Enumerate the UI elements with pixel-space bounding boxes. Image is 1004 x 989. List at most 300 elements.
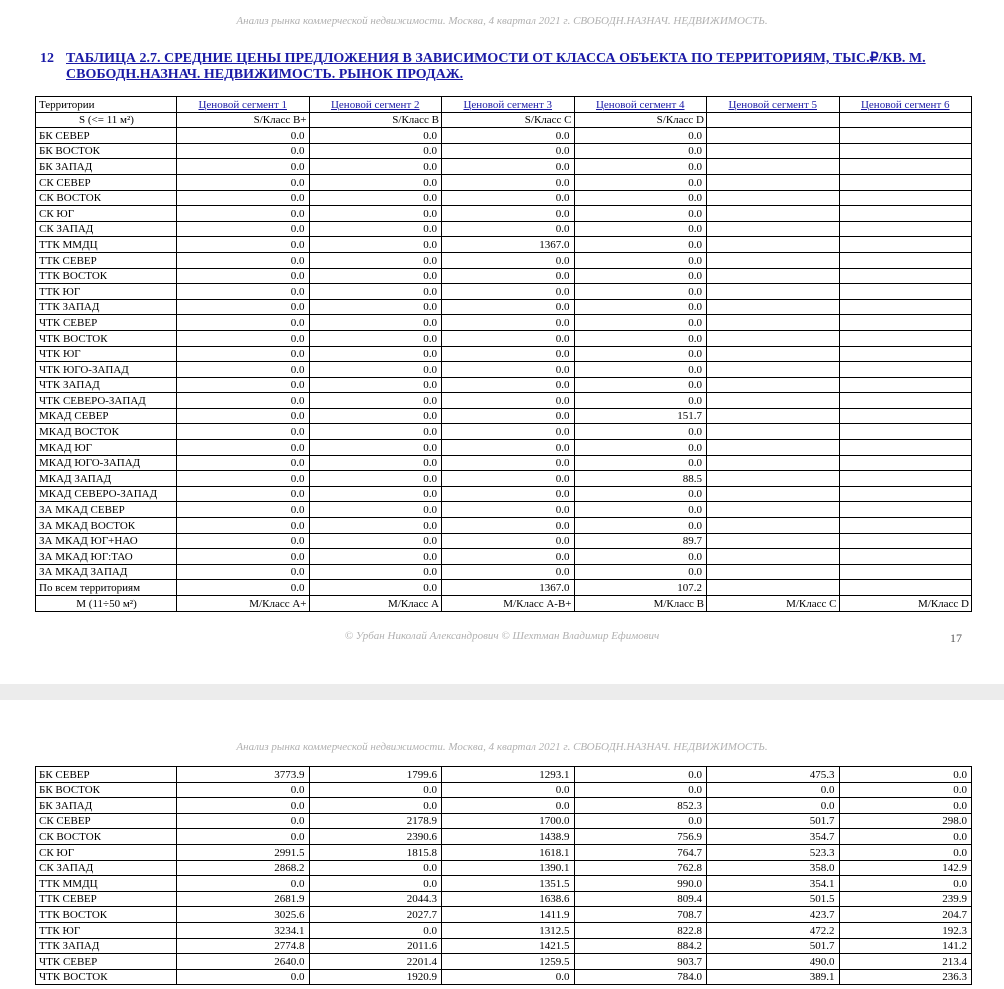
price-table-continued bbox=[35, 766, 972, 985]
segment-link[interactable]: Ценовой сегмент 1 bbox=[177, 97, 310, 113]
value-cell: 0.0 bbox=[309, 782, 442, 798]
table-row bbox=[36, 299, 972, 315]
value-cell: 0.0 bbox=[839, 844, 972, 860]
value-cell: 0.0 bbox=[177, 798, 310, 814]
empty-cell bbox=[707, 315, 840, 331]
territory-label: МКАД ЗАПАД bbox=[36, 471, 177, 487]
table-row bbox=[36, 330, 972, 346]
territory-label: БК СЕВЕР bbox=[36, 767, 177, 783]
table-row bbox=[36, 876, 972, 892]
value-cell: 0.0 bbox=[309, 798, 442, 814]
territory-label: СК ЮГ bbox=[36, 844, 177, 860]
value-cell: 472.2 bbox=[707, 922, 840, 938]
value-cell: 3773.9 bbox=[177, 767, 310, 783]
copyright-footer: © Урбан Николай Александрович © Шехтман Владимир Ефимович bbox=[344, 630, 660, 642]
value-cell: 2027.7 bbox=[309, 907, 442, 923]
value-cell: 0.0 bbox=[574, 315, 707, 331]
territory-label: ЗА МКАД СЕВЕР bbox=[36, 502, 177, 518]
table-title: ТАБЛИЦА 2.7. СРЕДНИЕ ЦЕНЫ ПРЕДЛОЖЕНИЯ В ЗАВИСИМОСТИ ОТ КЛАССА ОБЪЕКТА ПО ТЕРРИТОРИЯМ, ТЫС.₽/КВ. М. СВОБОДН.НАЗНАЧ. НЕДВИЖИМОСТЬ. РЫНОК ПРОДАЖ. bbox=[66, 51, 926, 82]
empty-cell bbox=[707, 143, 840, 159]
territory-label: БК СЕВЕР bbox=[36, 128, 177, 144]
territory-label: ТТК ЗАПАД bbox=[36, 938, 177, 954]
table-row bbox=[36, 284, 972, 300]
value-cell: 475.3 bbox=[707, 767, 840, 783]
territory-label: СК СЕВЕР bbox=[36, 813, 177, 829]
value-cell: 423.7 bbox=[707, 907, 840, 923]
value-cell: 107.2 bbox=[574, 580, 707, 596]
empty-cell bbox=[707, 284, 840, 300]
table-row bbox=[36, 844, 972, 860]
value-cell: 0.0 bbox=[574, 206, 707, 222]
value-cell: 1411.9 bbox=[442, 907, 575, 923]
value-cell: 151.7 bbox=[574, 408, 707, 424]
value-cell: 852.3 bbox=[574, 798, 707, 814]
territory-label: СК ВОСТОК bbox=[36, 829, 177, 845]
value-cell: 0.0 bbox=[574, 424, 707, 440]
value-cell: 0.0 bbox=[442, 346, 575, 362]
value-cell: 2868.2 bbox=[177, 860, 310, 876]
value-cell: 501.7 bbox=[707, 813, 840, 829]
territory-label: ЧТК СЕВЕР bbox=[36, 954, 177, 970]
empty-cell bbox=[707, 299, 840, 315]
value-cell: 501.7 bbox=[707, 938, 840, 954]
table-row bbox=[36, 813, 972, 829]
value-cell: 1700.0 bbox=[442, 813, 575, 829]
value-cell: 0.0 bbox=[177, 471, 310, 487]
territory-label: ЧТК СЕВЕРО-ЗАПАД bbox=[36, 393, 177, 409]
value-cell: 0.0 bbox=[309, 408, 442, 424]
value-cell: 0.0 bbox=[177, 315, 310, 331]
value-cell: 213.4 bbox=[839, 954, 972, 970]
value-cell: 0.0 bbox=[309, 549, 442, 565]
value-cell: 501.5 bbox=[707, 891, 840, 907]
territory-label: СК ЗАПАД bbox=[36, 221, 177, 237]
value-cell: 0.0 bbox=[442, 252, 575, 268]
empty-cell bbox=[707, 393, 840, 409]
value-cell: 0.0 bbox=[309, 486, 442, 502]
value-cell: 0.0 bbox=[442, 128, 575, 144]
table-row bbox=[36, 128, 972, 144]
page-number: 17 bbox=[950, 631, 962, 645]
empty-cell bbox=[839, 237, 972, 253]
table-row bbox=[36, 486, 972, 502]
table-row bbox=[36, 969, 972, 985]
table-row bbox=[36, 767, 972, 783]
territory-label: МКАД ЮГО-ЗАПАД bbox=[36, 455, 177, 471]
segment-link[interactable]: Ценовой сегмент 2 bbox=[309, 97, 442, 113]
territory-label: ЗА МКАД ВОСТОК bbox=[36, 518, 177, 534]
value-cell: 0.0 bbox=[442, 190, 575, 206]
value-cell: 2201.4 bbox=[309, 954, 442, 970]
empty-cell bbox=[839, 206, 972, 222]
value-cell: 0.0 bbox=[177, 268, 310, 284]
empty-cell bbox=[839, 471, 972, 487]
value-cell: 0.0 bbox=[309, 922, 442, 938]
empty-cell bbox=[707, 502, 840, 518]
value-cell: 1351.5 bbox=[442, 876, 575, 892]
value-cell: 0.0 bbox=[707, 798, 840, 814]
class-header: M/Класс A+ bbox=[177, 596, 310, 612]
value-cell: 0.0 bbox=[177, 564, 310, 580]
value-cell: 0.0 bbox=[574, 549, 707, 565]
value-cell: 0.0 bbox=[574, 564, 707, 580]
territory-label: МКАД СЕВЕР bbox=[36, 408, 177, 424]
value-cell: 0.0 bbox=[574, 782, 707, 798]
value-cell: 0.0 bbox=[442, 221, 575, 237]
empty-cell bbox=[707, 237, 840, 253]
value-cell: 0.0 bbox=[574, 252, 707, 268]
empty-cell bbox=[707, 377, 840, 393]
empty-cell bbox=[707, 564, 840, 580]
territory-label: ТТК ЮГ bbox=[36, 284, 177, 300]
value-cell: 0.0 bbox=[309, 174, 442, 190]
value-cell: 1920.9 bbox=[309, 969, 442, 985]
value-cell: 0.0 bbox=[309, 440, 442, 456]
value-cell: 141.2 bbox=[839, 938, 972, 954]
territory-label: МКАД ЮГ bbox=[36, 440, 177, 456]
value-cell: 89.7 bbox=[574, 533, 707, 549]
value-cell: 0.0 bbox=[309, 346, 442, 362]
segment-link[interactable]: Ценовой сегмент 4 bbox=[574, 97, 707, 113]
value-cell: 0.0 bbox=[309, 518, 442, 534]
empty-cell bbox=[707, 408, 840, 424]
class-header: M/Класс C bbox=[707, 596, 840, 612]
value-cell: 0.0 bbox=[309, 143, 442, 159]
value-cell: 0.0 bbox=[442, 284, 575, 300]
value-cell: 0.0 bbox=[707, 782, 840, 798]
value-cell: 0.0 bbox=[442, 315, 575, 331]
value-cell: 0.0 bbox=[442, 440, 575, 456]
empty-cell bbox=[707, 440, 840, 456]
value-cell: 0.0 bbox=[177, 813, 310, 829]
table-row bbox=[36, 518, 972, 534]
value-cell: 0.0 bbox=[177, 190, 310, 206]
empty-cell bbox=[839, 174, 972, 190]
value-cell: 0.0 bbox=[574, 143, 707, 159]
territory-label: БК ЗАПАД bbox=[36, 798, 177, 814]
value-cell: 0.0 bbox=[442, 268, 575, 284]
value-cell: 0.0 bbox=[574, 190, 707, 206]
empty-cell bbox=[707, 330, 840, 346]
segment-link[interactable]: Ценовой сегмент 3 bbox=[442, 97, 575, 113]
territory-label: ЗА МКАД ЗАПАД bbox=[36, 564, 177, 580]
value-cell: 756.9 bbox=[574, 829, 707, 845]
value-cell: 0.0 bbox=[309, 268, 442, 284]
value-cell: 0.0 bbox=[309, 580, 442, 596]
value-cell: 0.0 bbox=[574, 128, 707, 144]
value-cell: 0.0 bbox=[442, 782, 575, 798]
table-row bbox=[36, 237, 972, 253]
value-cell: 0.0 bbox=[574, 346, 707, 362]
value-cell: 0.0 bbox=[442, 143, 575, 159]
empty-cell bbox=[707, 346, 840, 362]
value-cell: 0.0 bbox=[177, 455, 310, 471]
value-cell: 0.0 bbox=[574, 221, 707, 237]
value-cell: 0.0 bbox=[177, 330, 310, 346]
value-cell: 2011.6 bbox=[309, 938, 442, 954]
value-cell: 903.7 bbox=[574, 954, 707, 970]
document-page-2 bbox=[0, 700, 1004, 989]
value-cell: 0.0 bbox=[442, 330, 575, 346]
value-cell: 1312.5 bbox=[442, 922, 575, 938]
table-row bbox=[36, 174, 972, 190]
table-row bbox=[36, 471, 972, 487]
empty-cell bbox=[707, 252, 840, 268]
empty-cell bbox=[839, 533, 972, 549]
territory-label: ТТК ММДЦ bbox=[36, 876, 177, 892]
empty-cell bbox=[839, 440, 972, 456]
value-cell: 0.0 bbox=[574, 455, 707, 471]
territory-label: ТТК ЗАПАД bbox=[36, 299, 177, 315]
value-cell: 0.0 bbox=[309, 206, 442, 222]
value-cell: 0.0 bbox=[177, 533, 310, 549]
table-row bbox=[36, 782, 972, 798]
value-cell: 0.0 bbox=[839, 767, 972, 783]
value-cell: 0.0 bbox=[177, 440, 310, 456]
value-cell: 0.0 bbox=[574, 486, 707, 502]
value-cell: 809.4 bbox=[574, 891, 707, 907]
value-cell: 0.0 bbox=[177, 969, 310, 985]
value-cell: 1438.9 bbox=[442, 829, 575, 845]
value-cell: 1293.1 bbox=[442, 767, 575, 783]
value-cell: 0.0 bbox=[574, 330, 707, 346]
value-cell: 0.0 bbox=[442, 408, 575, 424]
table-row bbox=[36, 143, 972, 159]
value-cell: 0.0 bbox=[177, 206, 310, 222]
empty-cell bbox=[839, 268, 972, 284]
value-cell: 0.0 bbox=[442, 518, 575, 534]
value-cell: 0.0 bbox=[442, 486, 575, 502]
table-row bbox=[36, 502, 972, 518]
value-cell: 1367.0 bbox=[442, 580, 575, 596]
territory-label: БК ЗАПАД bbox=[36, 159, 177, 175]
value-cell: 0.0 bbox=[574, 377, 707, 393]
value-cell: 0.0 bbox=[309, 252, 442, 268]
value-cell: 2681.9 bbox=[177, 891, 310, 907]
table-row bbox=[36, 346, 972, 362]
value-cell: 0.0 bbox=[442, 174, 575, 190]
empty-cell bbox=[839, 564, 972, 580]
empty-cell bbox=[707, 486, 840, 502]
value-cell: 0.0 bbox=[309, 533, 442, 549]
value-cell: 0.0 bbox=[309, 564, 442, 580]
territory-label: ЧТК ВОСТОК bbox=[36, 330, 177, 346]
value-cell: 0.0 bbox=[442, 549, 575, 565]
empty-cell bbox=[839, 159, 972, 175]
empty-cell bbox=[839, 580, 972, 596]
value-cell: 0.0 bbox=[309, 330, 442, 346]
empty-cell bbox=[839, 252, 972, 268]
empty-cell bbox=[839, 518, 972, 534]
value-cell: 1390.1 bbox=[442, 860, 575, 876]
value-cell: 884.2 bbox=[574, 938, 707, 954]
value-cell: 0.0 bbox=[309, 284, 442, 300]
value-cell: 0.0 bbox=[442, 798, 575, 814]
value-cell: 0.0 bbox=[574, 174, 707, 190]
segment-link[interactable]: Ценовой сегмент 6 bbox=[839, 97, 972, 113]
value-cell: 0.0 bbox=[839, 876, 972, 892]
class-header: M/Класс A-B+ bbox=[442, 596, 575, 612]
table-row bbox=[36, 798, 972, 814]
class-header: S/Класс C bbox=[442, 112, 575, 128]
territory-label: ЧТК ЮГ bbox=[36, 346, 177, 362]
value-cell: 0.0 bbox=[574, 237, 707, 253]
empty-cell bbox=[707, 221, 840, 237]
value-cell: 0.0 bbox=[309, 190, 442, 206]
value-cell: 2044.3 bbox=[309, 891, 442, 907]
value-cell: 0.0 bbox=[177, 299, 310, 315]
value-cell: 0.0 bbox=[574, 813, 707, 829]
value-cell: 990.0 bbox=[574, 876, 707, 892]
empty-cell bbox=[707, 174, 840, 190]
empty-cell bbox=[707, 518, 840, 534]
value-cell: 0.0 bbox=[309, 860, 442, 876]
empty-cell bbox=[707, 190, 840, 206]
value-cell: 0.0 bbox=[177, 549, 310, 565]
value-cell: 0.0 bbox=[177, 174, 310, 190]
value-cell: 0.0 bbox=[309, 221, 442, 237]
territory-label: По всем территориям bbox=[36, 580, 177, 596]
value-cell: 0.0 bbox=[309, 128, 442, 144]
territory-label: СК СЕВЕР bbox=[36, 174, 177, 190]
table-row bbox=[36, 206, 972, 222]
value-cell: 784.0 bbox=[574, 969, 707, 985]
class-header: S/Класс B+ bbox=[177, 112, 310, 128]
empty-cell bbox=[839, 221, 972, 237]
value-cell: 236.3 bbox=[839, 969, 972, 985]
value-cell: 88.5 bbox=[574, 471, 707, 487]
class-header: M/Класс B bbox=[574, 596, 707, 612]
value-cell: 2991.5 bbox=[177, 844, 310, 860]
empty-cell bbox=[707, 268, 840, 284]
table-row bbox=[36, 424, 972, 440]
table-row bbox=[36, 440, 972, 456]
value-cell: 1367.0 bbox=[442, 237, 575, 253]
value-cell: 0.0 bbox=[177, 377, 310, 393]
territory-label: ТТК ВОСТОК bbox=[36, 268, 177, 284]
table-row bbox=[36, 377, 972, 393]
value-cell: 0.0 bbox=[309, 377, 442, 393]
value-cell: 0.0 bbox=[177, 346, 310, 362]
territory-label: МКАД ВОСТОК bbox=[36, 424, 177, 440]
value-cell: 0.0 bbox=[442, 533, 575, 549]
class-header bbox=[707, 112, 840, 128]
value-cell: 1815.8 bbox=[309, 844, 442, 860]
value-cell: 0.0 bbox=[574, 440, 707, 456]
value-cell: 0.0 bbox=[574, 502, 707, 518]
class-header: M/Класс A bbox=[309, 596, 442, 612]
empty-cell bbox=[839, 284, 972, 300]
value-cell: 0.0 bbox=[442, 471, 575, 487]
value-cell: 708.7 bbox=[574, 907, 707, 923]
value-cell: 1799.6 bbox=[309, 767, 442, 783]
value-cell: 0.0 bbox=[442, 377, 575, 393]
table-row bbox=[36, 907, 972, 923]
value-cell: 0.0 bbox=[309, 455, 442, 471]
value-cell: 389.1 bbox=[707, 969, 840, 985]
empty-cell bbox=[839, 128, 972, 144]
table-row bbox=[36, 362, 972, 378]
value-cell: 0.0 bbox=[177, 252, 310, 268]
value-cell: 1421.5 bbox=[442, 938, 575, 954]
value-cell: 2390.6 bbox=[309, 829, 442, 845]
value-cell: 0.0 bbox=[442, 393, 575, 409]
value-cell: 0.0 bbox=[177, 362, 310, 378]
value-cell: 0.0 bbox=[574, 518, 707, 534]
table-row bbox=[36, 190, 972, 206]
territory-label: ЧТК СЕВЕР bbox=[36, 315, 177, 331]
value-cell: 523.3 bbox=[707, 844, 840, 860]
territory-label: БК ВОСТОК bbox=[36, 782, 177, 798]
territory-label: ТТК СЕВЕР bbox=[36, 252, 177, 268]
table-row bbox=[36, 564, 972, 580]
empty-cell bbox=[839, 362, 972, 378]
value-cell: 0.0 bbox=[309, 237, 442, 253]
table-row bbox=[36, 829, 972, 845]
segment-link[interactable]: Ценовой сегмент 5 bbox=[707, 97, 840, 113]
empty-cell bbox=[707, 471, 840, 487]
value-cell: 0.0 bbox=[177, 221, 310, 237]
value-cell: 0.0 bbox=[839, 782, 972, 798]
value-cell: 298.0 bbox=[839, 813, 972, 829]
value-cell: 0.0 bbox=[177, 424, 310, 440]
value-cell: 204.7 bbox=[839, 907, 972, 923]
territory-label: СК ЗАПАД bbox=[36, 860, 177, 876]
value-cell: 0.0 bbox=[442, 159, 575, 175]
territory-label: ЗА МКАД ЮГ+НАО bbox=[36, 533, 177, 549]
value-cell: 0.0 bbox=[442, 564, 575, 580]
table-row bbox=[36, 922, 972, 938]
empty-cell bbox=[839, 549, 972, 565]
empty-cell bbox=[707, 362, 840, 378]
table-row bbox=[36, 533, 972, 549]
class-row bbox=[36, 596, 972, 612]
value-cell: 0.0 bbox=[574, 393, 707, 409]
table-row bbox=[36, 938, 972, 954]
value-cell: 0.0 bbox=[177, 518, 310, 534]
class-header: S/Класс B bbox=[309, 112, 442, 128]
territory-label: ТТК ВОСТОК bbox=[36, 907, 177, 923]
value-cell: 490.0 bbox=[707, 954, 840, 970]
section-number: 12 bbox=[40, 51, 54, 66]
value-cell: 3025.6 bbox=[177, 907, 310, 923]
table-row bbox=[36, 393, 972, 409]
column-header-territory: Территории bbox=[36, 97, 177, 113]
table-row bbox=[36, 408, 972, 424]
territory-label: ЧТК ВОСТОК bbox=[36, 969, 177, 985]
value-cell: 0.0 bbox=[309, 299, 442, 315]
value-cell: 0.0 bbox=[574, 159, 707, 175]
value-cell: 192.3 bbox=[839, 922, 972, 938]
territory-label: ЧТК ЗАПАД bbox=[36, 377, 177, 393]
empty-cell bbox=[707, 424, 840, 440]
value-cell: 1259.5 bbox=[442, 954, 575, 970]
empty-cell bbox=[707, 206, 840, 222]
value-cell: 358.0 bbox=[707, 860, 840, 876]
empty-cell bbox=[839, 143, 972, 159]
value-cell: 0.0 bbox=[309, 159, 442, 175]
table-row bbox=[36, 268, 972, 284]
value-cell: 0.0 bbox=[177, 284, 310, 300]
table-row bbox=[36, 954, 972, 970]
empty-cell bbox=[707, 455, 840, 471]
header-row bbox=[36, 97, 972, 113]
value-cell: 1618.1 bbox=[442, 844, 575, 860]
value-cell: 0.0 bbox=[177, 782, 310, 798]
value-cell: 0.0 bbox=[442, 969, 575, 985]
value-cell: 762.8 bbox=[574, 860, 707, 876]
value-cell: 0.0 bbox=[177, 393, 310, 409]
